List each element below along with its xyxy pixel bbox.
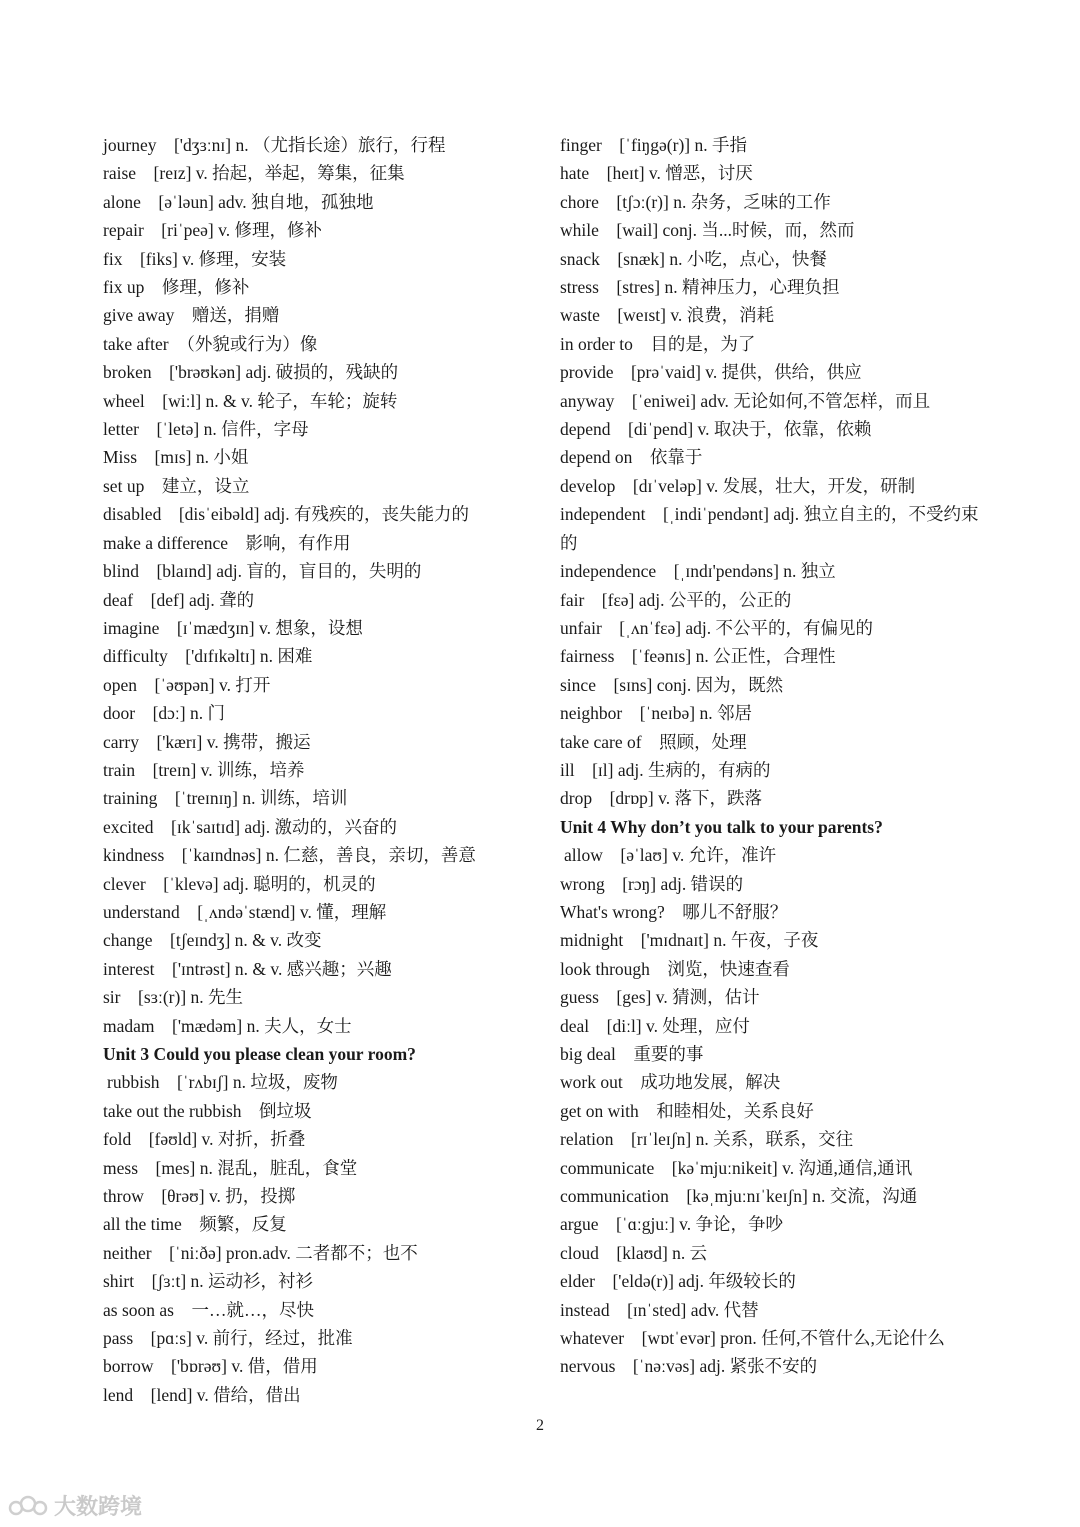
vocab-entry: ill [ɪl] adj. 生病的，有病的 [560,759,771,780]
vocab-entry: What's wrong? 哪儿不舒服？ [560,901,788,922]
vocab-entry: independent [ˌindiˈpendənt] adj. 独立自主的，不受约束的 [560,504,979,553]
vocab-entry: raise [reɪz] v. 抬起，举起，筹集，征集 [103,163,405,184]
vocab-entry: elder ['eldə(r)] adj. 年级较长的 [560,1271,796,1292]
vocab-entry: repair [riˈpeə] v. 修理，修补 [103,220,322,241]
vocab-entry: lend [lend] v. 借给，借出 [103,1384,301,1405]
watermark [8,1490,142,1521]
vocab-entry: broken ['brəʊkən] adj. 破损的，残缺的 [103,362,399,383]
vocab-entry: communication [kəˌmjuːnɪˈkeɪʃn] n. 交流，沟通 [560,1186,918,1207]
vocab-entry: give away 赠送，捐赠 [103,305,280,326]
vocab-entry: cloud [klaʊd] n. 云 [560,1242,708,1263]
vocab-entry: communicate [kəˈmjuːnikeit] v. 沟通,通信,通讯 [560,1157,913,1178]
vocab-entry: fold [fəʊld] v. 对折，折叠 [103,1129,306,1150]
vocab-entry: midnight ['mɪdnaɪt] n. 午夜，子夜 [560,930,819,951]
vocab-entry: fair [fɛə] adj. 公平的，公正的 [560,589,792,610]
vocab-entry: fairness [ˈfeənɪs] n. 公正性，合理性 [560,646,836,667]
watermark-logo-icon [8,1494,48,1518]
vocab-entry: allow [əˈlaʊ] v. 允许，准许 [564,845,777,866]
vocab-entry: hate [heɪt] v. 憎恶，讨厌 [560,163,753,184]
vocab-entry: carry ['kærɪ] v. 携带，搬运 [103,731,311,752]
vocab-entry: open [ˈəʊpən] v. 打开 [103,674,271,695]
vocab-entry: kindness [ˈkaɪndnəs] n. 仁慈，善良，亲切，善意 [103,845,476,866]
right-column [560,131,985,1381]
vocab-entry: as soon as 一…就…，尽快 [103,1299,314,1320]
vocab-entry: whatever [wɒtˈevər] pron. 任何,不管什么,无论什么 [560,1328,945,1349]
vocab-entry: get on with 和睦相处，关系良好 [560,1100,814,1121]
vocab-entry: blind [blaɪnd] adj. 盲的，盲目的，失明的 [103,561,422,582]
vocab-entry: madam ['mædəm] n. 夫人，女士 [103,1015,352,1036]
page-number: 2 [536,1417,544,1434]
vocab-entry: make a difference 影响，有作用 [103,532,351,553]
vocab-entry: provide [prəˈvaid] v. 提供，供给，供应 [560,362,862,383]
vocab-entry: take out the rubbish 倒垃圾 [103,1100,312,1121]
vocab-entry: training [ˈtreɪnɪŋ] n. 训练，培训 [103,788,348,809]
vocab-entry: excited [ɪkˈsaɪtɪd] adj. 激动的，兴奋的 [103,816,398,837]
vocab-entry: door [dɔː] n. 门 [103,703,225,724]
vocab-entry: while [wail] conj. 当...时候，而，然而 [560,220,855,241]
unit-3-heading: Unit 3 Could you please clean your room? [103,1044,416,1064]
vocab-entry: throw [θrəʊ] v. 扔，投掷 [103,1186,296,1207]
vocab-entry: depend [diˈpend] v. 取决于，依靠，依赖 [560,419,872,440]
vocab-entry: big deal 重要的事 [560,1044,704,1064]
vocab-entry: mess [mes] n. 混乱，脏乱，食堂 [103,1157,358,1178]
vocab-entry: fix up 修理，修补 [103,277,250,298]
vocab-entry: waste [weɪst] v. 浪费，消耗 [560,305,775,326]
vocab-entry: look through 浏览，快速查看 [560,958,790,979]
vocab-entry: drop [drɒp] v. 落下，跌落 [560,788,762,809]
vocab-entry: change [tʃeɪndʒ] n. & v. 改变 [103,930,322,951]
vocab-entry: instead [ɪnˈsted] adv. 代替 [560,1299,759,1320]
vocab-entry: borrow ['bɒrəʊ] v. 借，借用 [103,1356,318,1377]
vocab-entry: letter [ˈletə] n. 信件，字母 [103,419,309,440]
vocab-entry: rubbish [ˈrʌbɪʃ] n. 垃圾，废物 [107,1072,338,1093]
vocab-entry: wheel [wiːl] n. & v. 轮子，车轮；旋转 [103,390,398,411]
vocab-entry: finger [ˈfiŋgə(r)] n. 手指 [560,135,747,155]
vocab-entry: disabled [disˈeibəld] adj. 有残疾的，丧失能力的 [103,504,469,525]
vocab-entry: take after （外貌或行为）像 [103,333,318,354]
vocab-entry: Miss [mɪs] n. 小姐 [103,447,249,468]
vocab-entry: unfair [ˌʌnˈfɛə] adj. 不公平的，有偏见的 [560,617,874,638]
vocab-entry: work out 成功地发展，解决 [560,1072,781,1093]
vocab-entry: deal [diːl] v. 处理，应付 [560,1015,750,1036]
vocab-entry: alone [əˈləun] adv. 独自地，孤独地 [103,191,374,212]
vocab-entry: imagine [ɪˈmædʒɪn] v. 想象，设想 [103,617,363,638]
vocab-entry: develop [dɪˈveləp] v. 发展，壮大，开发，研制 [560,475,916,496]
vocab-entry: deaf [def] adj. 聋的 [103,589,255,610]
vocab-entry: guess [ges] v. 猜测，估计 [560,987,760,1008]
vocab-entry: depend on 依靠于 [560,447,703,468]
vocab-entry: since [sɪns] conj. 因为，既然 [560,674,784,695]
vocab-entry: set up 建立，设立 [103,475,250,496]
vocab-entry: take care of 照顾，处理 [560,731,747,752]
vocab-entry: interest ['ɪntrəst] n. & v. 感兴趣；兴趣 [103,958,392,979]
vocab-entry: stress [stres] n. 精神压力，心理负担 [560,277,840,298]
vocab-entry: nervous [ˈnəːvəs] adj. 紧张不安的 [560,1356,818,1377]
unit-4-heading: Unit 4 Why don’t you talk to your parents? [560,816,883,837]
vocab-entry: clever [ˈklevə] adj. 聪明的，机灵的 [103,873,376,894]
vocab-entry: sir [sɜː(r)] n. 先生 [103,987,244,1008]
vocab-entry: journey ['dʒɜːnɪ] n. （尤指长途）旅行，行程 [103,135,446,155]
vocab-entry: wrong [rɔŋ] adj. 错误的 [560,873,744,894]
vocab-entry: independence [ˌɪndɪ'pendəns] n. 独立 [560,561,836,582]
left-column [103,131,533,1409]
vocab-entry: shirt [ʃɜːt] n. 运动衫，衬衫 [103,1271,314,1292]
vocab-entry: snack [snæk] n. 小吃，点心，快餐 [560,248,827,269]
vocab-entry: relation [rɪˈleɪʃn] n. 关系，联系，交往 [560,1129,854,1150]
vocab-entry: in order to 目的是，为了 [560,333,756,354]
vocab-entry: train [treɪn] v. 训练，培养 [103,759,305,780]
vocab-entry: all the time 频繁，反复 [103,1214,287,1235]
vocab-entry: anyway [ˈeniwei] adv. 无论如何,不管怎样，而且 [560,390,931,411]
vocab-entry: neither [ˈniːðə] pron.adv. 二者都不；也不 [103,1242,418,1263]
vocab-entry: difficulty ['dɪfɪkəltɪ] n. 困难 [103,646,313,667]
vocab-entry: neighbor [ˈneɪbə] n. 邻居 [560,703,752,724]
vocab-entry: pass [pɑːs] v. 前行，经过，批准 [103,1328,353,1349]
vocab-entry: understand [ˌʌndəˈstænd] v. 懂，理解 [103,901,387,922]
watermark-text: 大数跨境 [54,1495,143,1520]
vocab-entry: chore [tʃɔː(r)] n. 杂务，乏味的工作 [560,191,831,212]
vocab-entry: fix [fiks] v. 修理，安装 [103,248,287,269]
vocab-entry: argue [ˈɑːgjuː] v. 争论，争吵 [560,1214,784,1235]
